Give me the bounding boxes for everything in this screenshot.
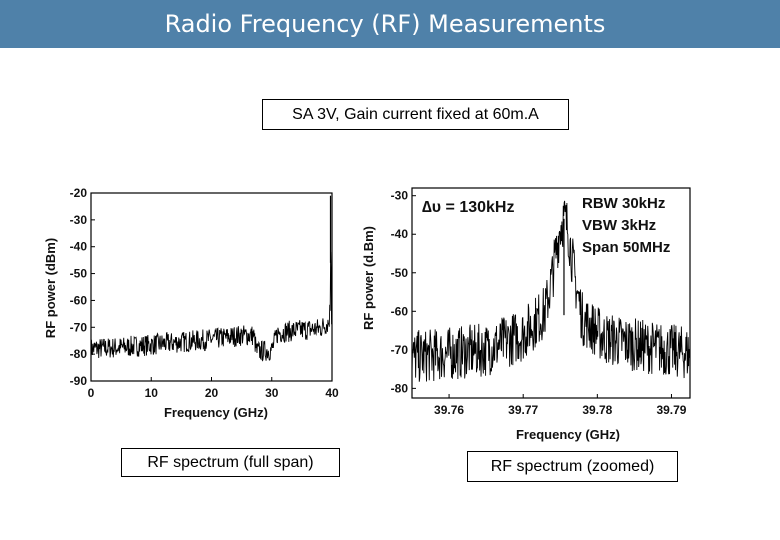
zoomed-ytick-label: -30 (390, 188, 408, 203)
zoomed-xtick-label: 39.77 (508, 403, 539, 417)
full-span-ytick-label: -70 (69, 320, 87, 335)
full-span-ytick-label: -20 (69, 186, 87, 200)
zoomed-annotation-span: Span 50MHz (582, 239, 671, 256)
full-span-xtick-label: 30 (265, 386, 279, 400)
full-span-ytick-label: -50 (69, 266, 87, 281)
full-span-ytick-label: -30 (69, 212, 87, 227)
zoomed-ytick-label: -70 (390, 342, 408, 357)
page-title: Radio Frequency (RF) Measurements (164, 10, 606, 38)
zoomed-ytick-label: -50 (390, 265, 408, 280)
full-span-chart (40, 185, 340, 425)
full-span-xtick-label: 20 (204, 386, 219, 400)
full-span-ytick-label: -40 (69, 239, 87, 254)
zoomed-ytick-label: -80 (390, 381, 408, 396)
zoomed-annotation-vbw: VBW 3kHz (582, 217, 657, 234)
full-span-xtick-label: 40 (325, 386, 339, 400)
full-span-xtick-label: 10 (144, 386, 158, 400)
full-span-xtick-label: 0 (87, 386, 95, 400)
zoomed-annotation-linewidth: ∆υ = 130kHz (422, 199, 515, 216)
zoomed-ytick-label: -60 (390, 304, 408, 319)
zoomed-xlabel: Frequency (GHz) (515, 427, 621, 442)
title-bar (0, 0, 780, 48)
zoomed-xtick-label: 39.76 (434, 403, 465, 417)
full-span-plot-area (91, 193, 332, 381)
full-span-ylabel: RF power (dBm) (43, 237, 58, 339)
full-span-ytick-label: -90 (69, 374, 87, 388)
conditions-label: SA 3V, Gain current fixed at 60m.A (262, 99, 569, 130)
full-span-ytick-label: -60 (69, 293, 87, 308)
full-span-xlabel: Frequency (GHz) (163, 405, 269, 420)
zoomed-ylabel: RF power (d.Bm) (361, 226, 376, 330)
caption-zoomed: RF spectrum (zoomed) (467, 451, 678, 482)
full-span-axis-ticks (70, 186, 339, 400)
full-span-frame (91, 193, 332, 381)
zoomed-xtick-label: 39.78 (582, 403, 613, 417)
zoomed-xtick-label: 39.79 (656, 403, 687, 417)
full-span-ytick-label: -80 (69, 347, 87, 362)
zoomed-ytick-label: -40 (390, 227, 408, 242)
full-span-series-line (91, 252, 332, 361)
zoomed-annotation-rbw: RBW 30kHz (582, 195, 666, 212)
zoomed-chart (356, 180, 700, 442)
caption-full-span: RF spectrum (full span) (121, 448, 340, 477)
